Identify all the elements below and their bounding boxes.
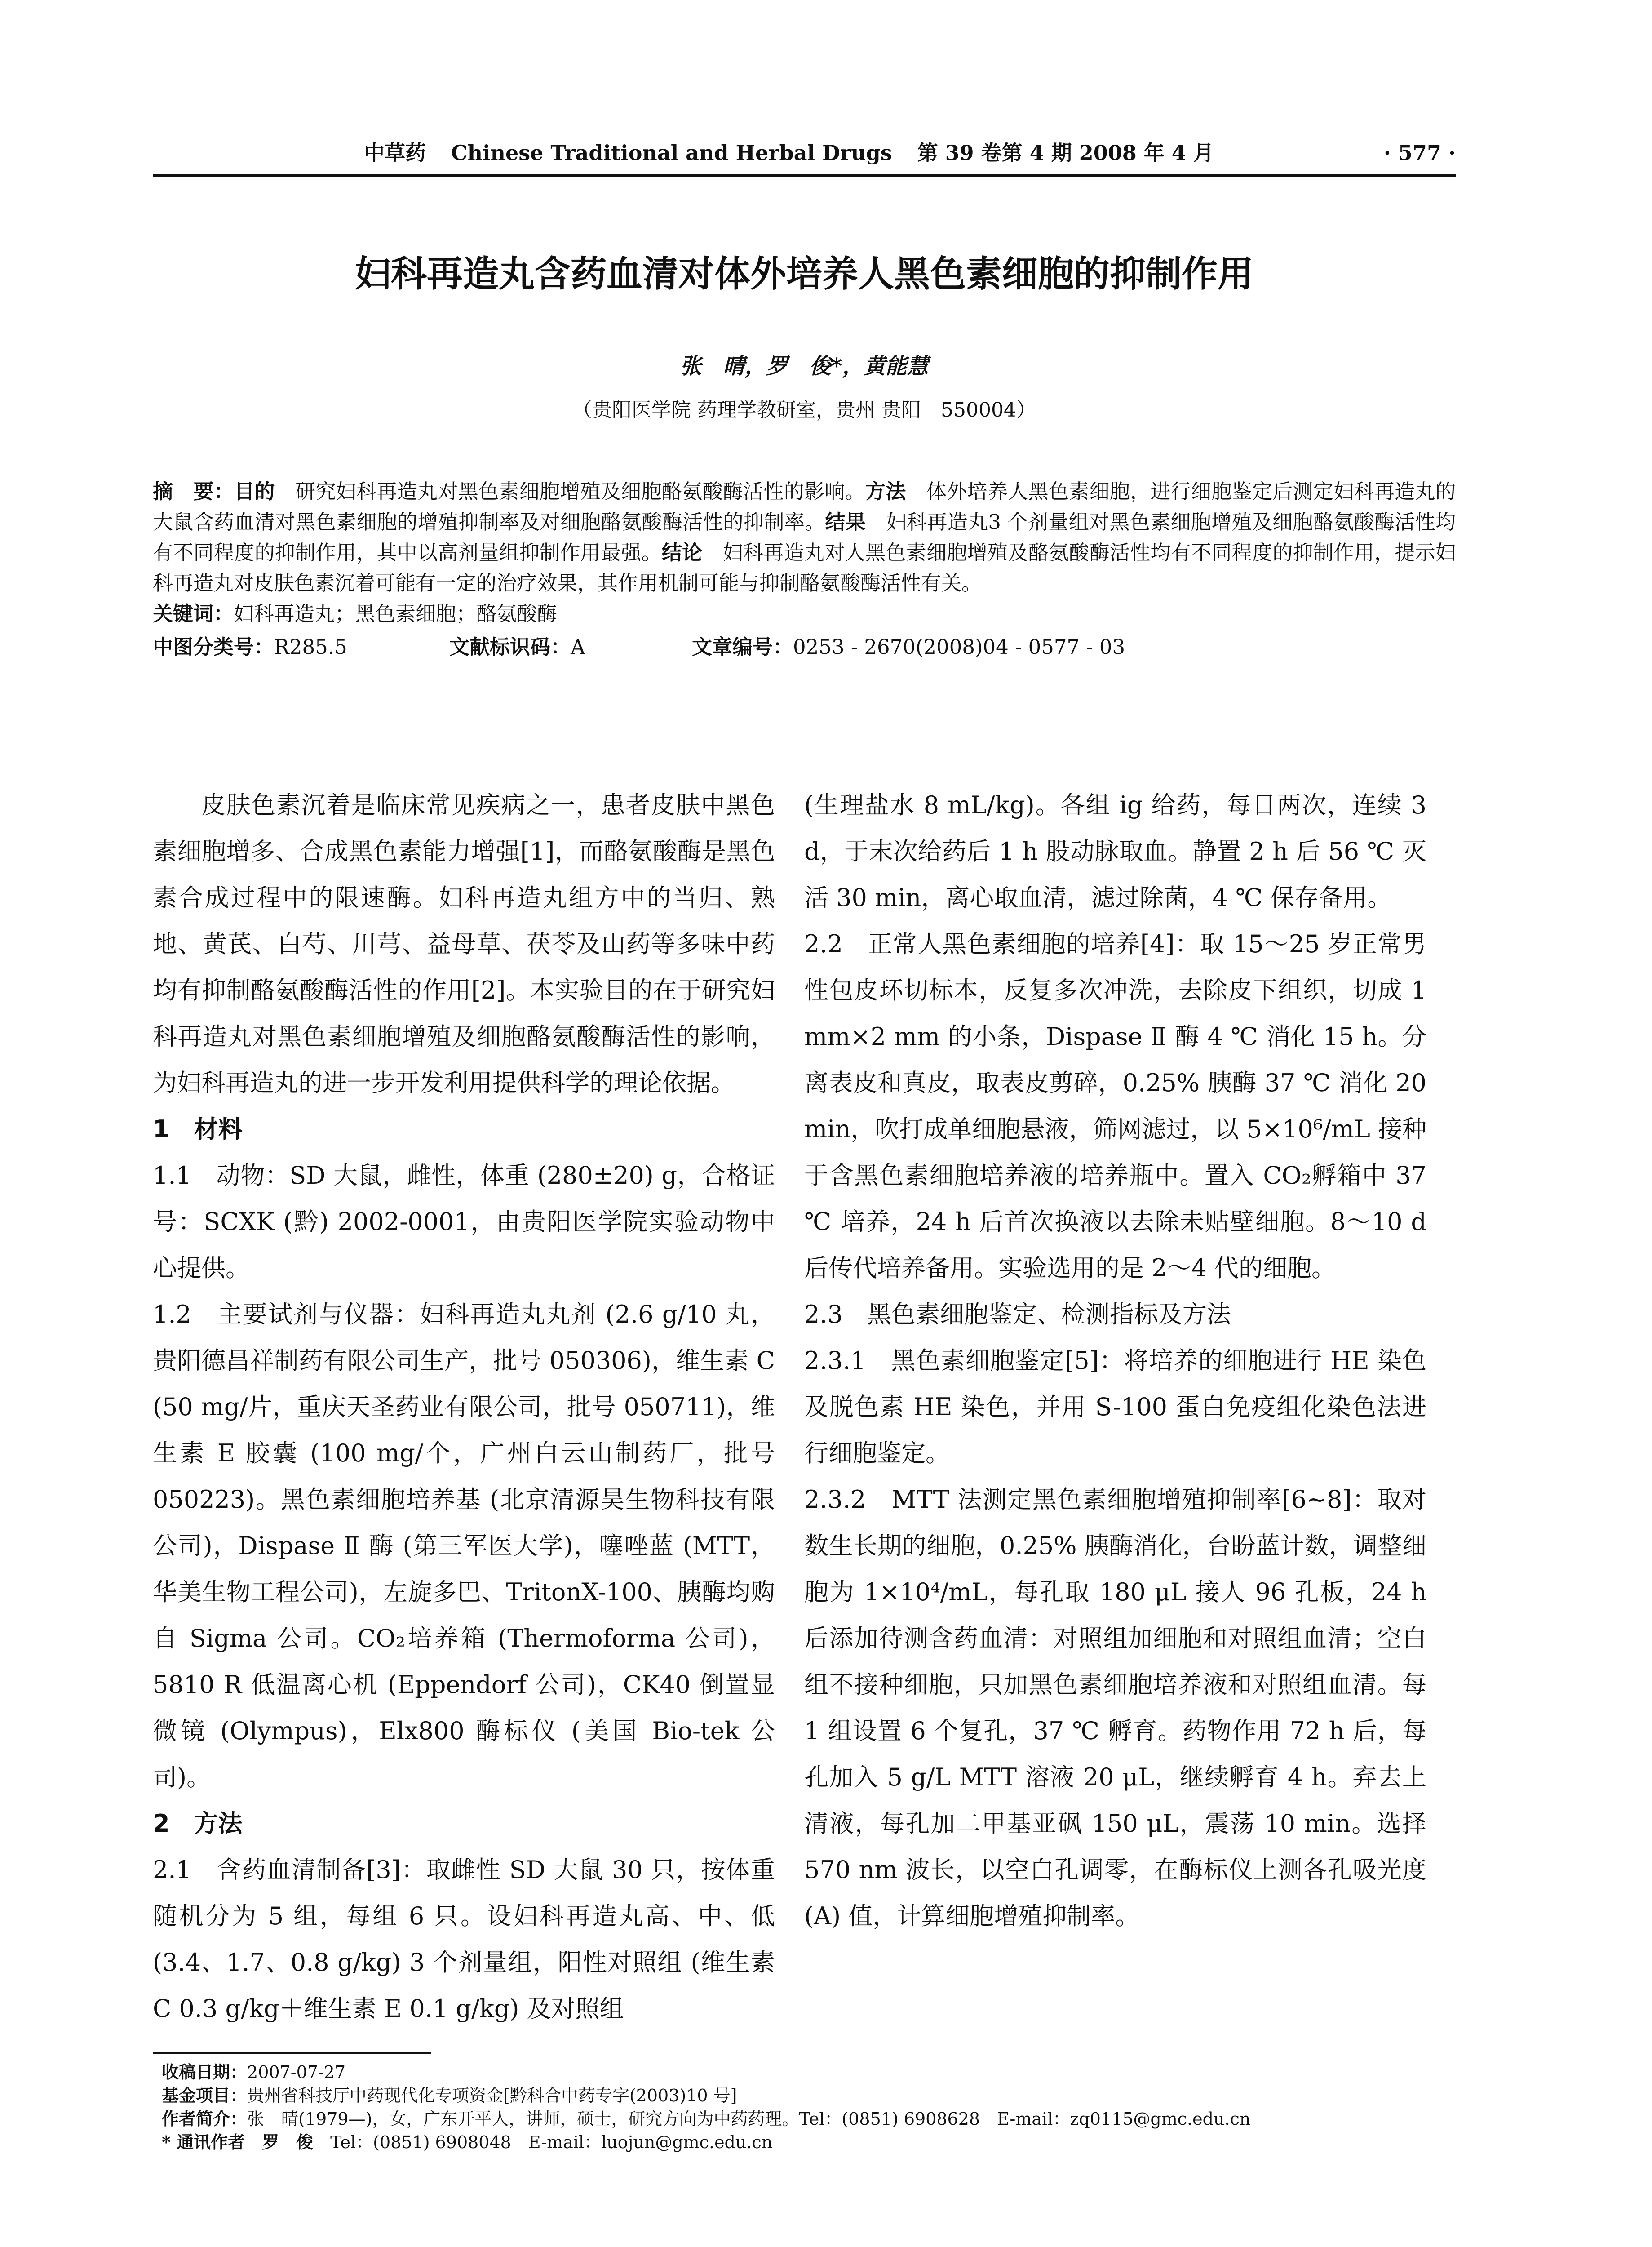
left-column — [153, 782, 775, 2032]
keywords-text: 妇科再造丸；黑色素细胞；酪氨酸酶 — [234, 602, 558, 626]
keywords-label: 关键词： — [153, 602, 234, 626]
clc-label: 中图分类号： — [153, 635, 275, 659]
doc-code-value: A — [571, 635, 585, 659]
received-label: 收稿日期： — [162, 2062, 248, 2082]
journal-name-cn: 中草药 — [364, 141, 426, 165]
keywords-line — [153, 599, 1456, 629]
fund-label: 基金项目： — [162, 2085, 248, 2105]
abstract-text — [153, 476, 1456, 599]
footnote-bio — [162, 2107, 1465, 2131]
issue-info: 第 39 卷第 4 期 2008 年 4 月 — [917, 141, 1214, 165]
section-heading-materials: 1 材料 — [153, 1115, 243, 1143]
right-column — [804, 782, 1426, 1939]
bio-value: 张 晴(1979—)，女，广东开平人，讲师，硕士，研究方向为中药药理。Tel：(0851) 6908628 E-mail：zq0115@gmc.edu.cn — [247, 2109, 1251, 2129]
section-heading-methods: 2 方法 — [153, 1809, 243, 1838]
abstract-label: 摘 要： — [153, 480, 235, 503]
paragraph-serum-prep-cont: (生理盐水 8 mL/kg)。各组 ig 给药，每日两次，连续 3 d，于末次给药后 1 h 股动脉取血。静置 2 h 后 56 ℃ 灭活 30 min，离心取血清，滤过除菌，4 ℃ 保存备用。 — [804, 791, 1426, 912]
journal-name — [364, 135, 1214, 171]
conclusion-label: 结论 — [661, 541, 703, 564]
subheading-identification: 2.3 黑色素细胞鉴定、检测指标及方法 — [804, 1300, 1231, 1328]
paragraph-serum-prep: 2.1 含药血清制备[3]：取雌性 SD 大鼠 30 只，按体重随机分为 5 组，每组 6 只。设妇科再造丸高、中、低 (3.4、1.7、0.8 g/kg) 3 个剂量组，阳性对照组 (维生素 C 0.3 g/kg＋维生素 E 0.1 g/kg) 及对照组 — [153, 1856, 775, 2023]
clc-value: R285.5 — [274, 635, 347, 659]
method-label: 方法 — [865, 480, 906, 503]
result-text: 妇科再造丸3 个剂量组对黑色素细胞增殖及细胞酪氨酸酶活性均有不同程度的抑制作用，其中以高剂量组抑制作用最强。 — [153, 510, 1456, 564]
classification-line — [153, 632, 1456, 668]
result-label: 结果 — [825, 510, 866, 534]
bio-label: 作者简介： — [162, 2109, 248, 2129]
purpose-text: 研究妇科再造丸对黑色素细胞增殖及细胞酪氨酸酶活性的影响。 — [295, 480, 866, 503]
article-no-field — [692, 632, 1125, 662]
doc-code-field — [449, 632, 585, 662]
affiliation: （贵阳医学院 药理学教研室，贵州 贵阳 550004） — [572, 399, 1036, 422]
paragraph-animals: 1.1 动物：SD 大鼠，雌性，体重 (280±20) g，合格证号：SCXK (黔) 2002-0001，由贵阳医学院实验动物中心提供。 — [153, 1161, 775, 1282]
paragraph-reagents: 1.2 主要试剂与仪器：妇科再造丸丸剂 (2.6 g/10 丸，贵阳德昌祥制药有限公司生产，批号 050306)，维生素 C (50 mg/片，重庆天圣药业有限公司，批号 050711)，维生素 E 胶囊 (100 mg/个，广州白云山制药厂，批号 050223)。黑色素细胞培养基 (北京清源昊生物科技有限公司)，Dispase Ⅱ 酶 (第三军医大学)，噻唑蓝 (MTT，华美生物工程公司)，左旋多巴、TritonX-100、胰酶均购自 Sigma 公司。CO₂培养箱 (Thermoforma 公司)，5810 R 低温离心机 (Eppendorf 公司)，CK40 倒置显微镜 (Olympus)，Elx800 酶标仪 (美国 Bio-tek 公司)。 — [153, 1300, 775, 1791]
article-title: 妇科再造丸含药血清对体外培养人黑色素细胞的抑制作用 — [355, 253, 1253, 295]
footnote-rule — [153, 2052, 431, 2054]
running-header — [153, 135, 1456, 171]
header-rule — [153, 174, 1456, 177]
paragraph-cell-culture: 2.2 正常人黑色素细胞的培养[4]：取 15～25 岁正常男性包皮环切标本，反复多次冲洗，去除皮下组织，切成 1 mm×2 mm 的小条，Dispase Ⅱ 酶 4 ℃ 消化 15 h。分离表皮和真皮，取表皮剪碎，0.25% 胰酶 37 ℃ 消化 20 min，吹打成单细胞悬液，筛网滤过，以 5×10⁶/mL 接种于含黑色素细胞培养液的培养瓶中。置入 CO₂孵箱中 37 ℃ 培养，24 h 后首次换液以去除未贴壁细胞。8～10 d 后传代培养备用。实验选用的是 2～4 代的细胞。 — [804, 930, 1426, 1282]
fund-value: 贵州省科技厅中药现代化专项资金[黔科合中药专字(2003)10 号] — [247, 2086, 737, 2105]
page-number: · 577 · — [1383, 141, 1456, 165]
paragraph-identification: 2.3.1 黑色素细胞鉴定[5]：将培养的细胞进行 HE 染色及脱色素 HE 染色，并用 S-100 蛋白免疫组化染色法进行细胞鉴定。 — [804, 1346, 1426, 1467]
intro-paragraph: 皮肤色素沉着是临床常见疾病之一，患者皮肤中黑色素细胞增多、合成黑色素能力增强[1]，而酪氨酸酶是黑色素合成过程中的限速酶。妇科再造丸组方中的当归、熟地、黄芪、白芍、川芎、益母草、茯苓及山药等多味中药均有抑制酪氨酸酶活性的作用[2]。本实验目的在于研究妇科再造丸对黑色素细胞增殖及细胞酪氨酸酶活性的影响，为妇科再造丸的进一步开发利用提供科学的理论依据。 — [153, 791, 775, 1097]
conclusion-text: 妇科再造丸对人黑色素细胞增殖及酪氨酸酶活性均有不同程度的抑制作用，提示妇科再造丸对皮肤色素沉着可能有一定的治疗效果，其作用机制可能与抑制酪氨酸酶活性有关。 — [153, 541, 1456, 595]
footnotes — [162, 2060, 1465, 2154]
abstract-block — [153, 476, 1456, 668]
journal-name-en: Chinese Traditional and Herbal Drugs — [451, 141, 892, 165]
author-list: 张 晴，罗 俊*，黄能慧 — [680, 354, 929, 379]
clc-field — [153, 632, 347, 662]
footnote-corresponding — [162, 2131, 1465, 2154]
corr-label: * 通讯作者 罗 俊 — [162, 2132, 314, 2152]
purpose-label: 目的 — [234, 480, 275, 503]
paragraph-mtt: 2.3.2 MTT 法测定黑色素细胞增殖抑制率[6~8]：取对数生长期的细胞，0.25% 胰酶消化，台盼蓝计数，调整细胞为 1×10⁴/mL，每孔取 180 μL 接人 96 孔板，24 h 后添加待测含药血清：对照组加细胞和对照组血清；空白组不接种细胞，只加黑色素细胞培养液和对照组血清。每 1 组设置 6 个复孔，37 ℃ 孵育。药物作用 72 h 后，每孔加入 5 g/L MTT 溶液 20 μL，继续孵育 4 h。弃去上清液，每孔加二甲基亚砜 150 μL，震荡 10 min。选择 570 nm 波长，以空白孔调零，在酶标仪上测各孔吸光度 (A) 值，计算细胞增殖抑制率。 — [804, 1485, 1426, 1930]
corr-value: Tel：(0851) 6908048 E-mail：luojun@gmc.edu.cn — [330, 2132, 773, 2152]
footnote-received — [162, 2060, 1465, 2084]
footnote-fund — [162, 2084, 1465, 2107]
doc-code-label: 文献标识码： — [449, 635, 571, 659]
article-no-value: 0253 - 2670(2008)04 - 0577 - 03 — [793, 635, 1125, 659]
received-value: 2007-07-27 — [247, 2062, 346, 2082]
article-no-label: 文章编号： — [692, 635, 793, 659]
method-text: 体外培养人黑色素细胞，进行细胞鉴定后测定妇科再造丸的大鼠含药血清对黑色素细胞的增殖抑制率及对细胞酪氨酸酶活性的抑制率。 — [153, 480, 1456, 534]
